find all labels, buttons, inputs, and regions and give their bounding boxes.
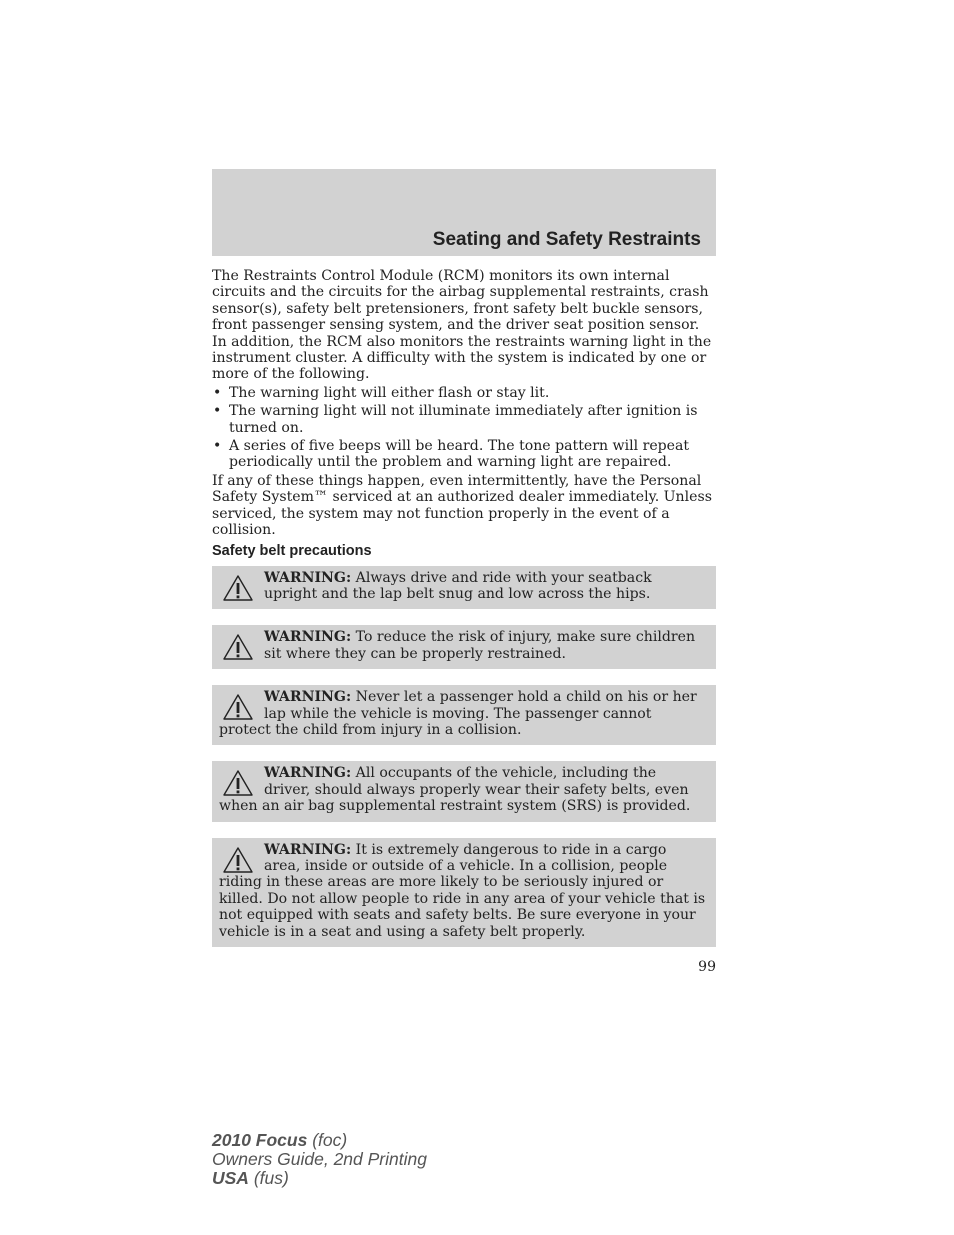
- warning-box: [212, 685, 716, 745]
- warning-triangle-icon: [222, 769, 254, 797]
- warning-box: [212, 625, 716, 669]
- footer-model: 2010 Focus: [212, 1130, 308, 1150]
- list-item: [212, 438, 716, 471]
- warning-label: WARNING:: [264, 841, 352, 858]
- intro-paragraph: The Restraints Control Module (RCM) monitors its own internal circuits and the circuits for the airbag supplemental restraints, crash sensor(s), safety belt pretensioners, front safety belt buckle sensors, front passenger sensing system, and the driver seat position sensor. In addition, the RCM also monitors the restraints warning light in the instrument cluster. A difficulty with the system is indicated by one or more of the following.: [212, 268, 712, 383]
- list-item-text: The warning light will not illuminate immediately after ignition is turned on.: [229, 403, 698, 436]
- warning-box: [212, 838, 716, 947]
- section-title: Seating and Safety Restraints: [432, 229, 701, 250]
- warning-triangle-icon: [222, 693, 254, 721]
- subheading: Safety belt precautions: [212, 542, 372, 559]
- footer-line-model: [212, 1131, 427, 1150]
- warning-box: [212, 566, 716, 610]
- footer-line-edition: Owners Guide, 2nd Printing: [212, 1149, 427, 1169]
- list-item: [212, 385, 716, 401]
- warning-label: WARNING:: [264, 569, 352, 586]
- footer-model-code: (foc): [312, 1130, 348, 1150]
- list-item-text: The warning light will either flash or stay lit.: [229, 384, 550, 401]
- indicator-list: [212, 385, 716, 471]
- bullet-symbol: •: [213, 438, 222, 455]
- page-number: 99: [698, 959, 716, 975]
- warning-label: WARNING:: [264, 629, 352, 646]
- bullet-symbol: •: [213, 384, 222, 401]
- section-header-band: [212, 169, 716, 256]
- list-item: [212, 403, 716, 436]
- bullet-symbol: •: [213, 403, 222, 420]
- footer-market-code: (fus): [253, 1168, 289, 1188]
- warning-triangle-icon: [222, 846, 254, 874]
- footer-line-market: [212, 1169, 427, 1188]
- warning-text: It is extremely dangerous to ride in a cargo area, inside or outside of a vehicle. In a collision, people riding in these areas are more likely to be seriously injured or killed. Do not allow people to ride in any area of your vehicle that is not equipped with seats and safety belts. Be sure everyone in your vehicle is in a seat and using a safety belt properly.: [219, 841, 706, 940]
- warning-box: [212, 761, 716, 821]
- list-item-text: A series of five beeps will be heard. The tone pattern will repeat periodically until the problem and warning light are repaired.: [229, 438, 690, 471]
- warning-text: All occupants of the vehicle, including the driver, should always properly wear their safety belts, even when an air bag supplemental restraint system (SRS) is provided.: [219, 765, 691, 815]
- warning-label: WARNING:: [264, 765, 352, 782]
- page-content: [212, 268, 716, 963]
- warning-text: Always drive and ride with your seatback upright and the lap belt snug and low across the hips.: [264, 569, 652, 602]
- warning-text: To reduce the risk of injury, make sure children sit where they can be properly restrained.: [264, 629, 696, 662]
- warning-text: Never let a passenger hold a child on his or her lap while the vehicle is moving. The passenger cannot protect the child from injury in a collision.: [219, 689, 697, 738]
- warning-triangle-icon: [222, 574, 254, 602]
- footer-market: USA: [212, 1168, 249, 1188]
- document-footer: [212, 1131, 427, 1188]
- warning-label: WARNING:: [264, 689, 352, 706]
- follow-paragraph: If any of these things happen, even intermittently, have the Personal Safety System™ serviced at an authorized dealer immediately. Unless serviced, the system may not function properly in the event of a collision.: [212, 472, 712, 539]
- warning-triangle-icon: [222, 633, 254, 661]
